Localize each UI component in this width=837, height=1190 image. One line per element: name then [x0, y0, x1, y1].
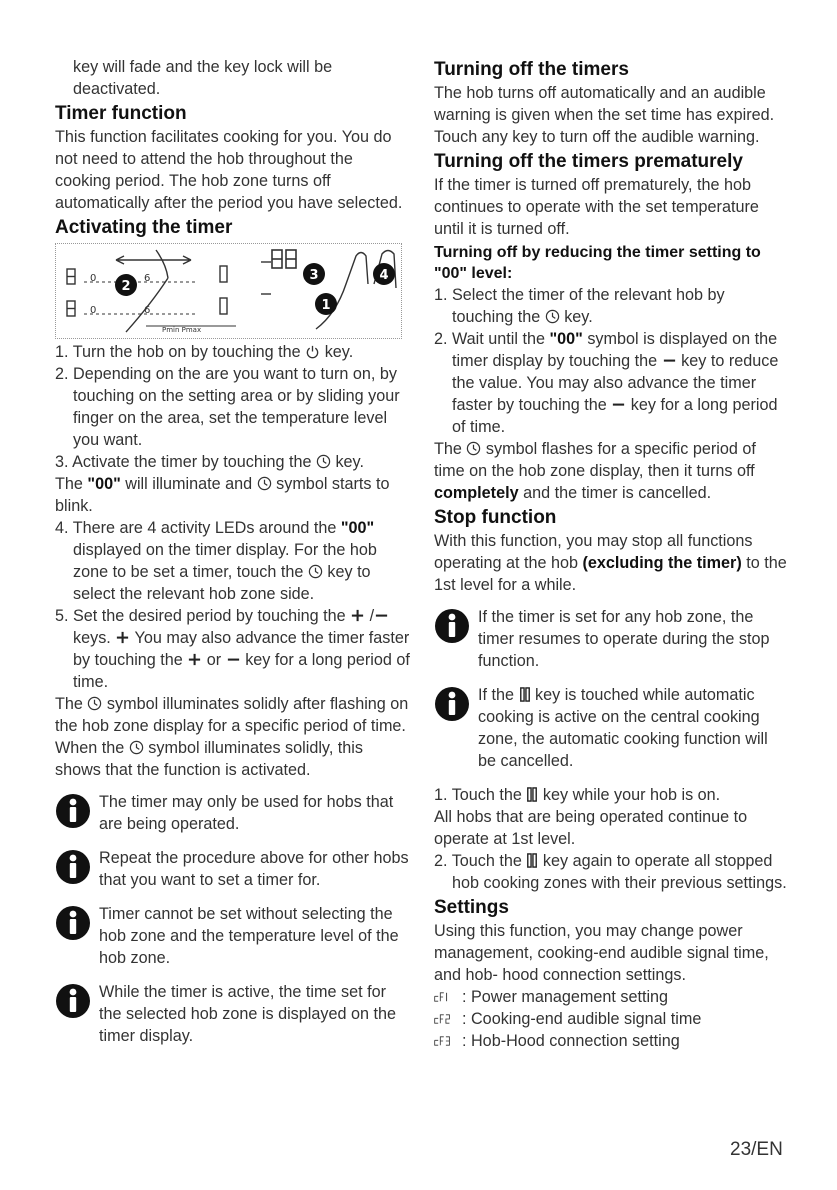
clock-icon: [257, 476, 272, 491]
info-note: [434, 684, 790, 772]
heading-timer-function: Timer function: [55, 103, 187, 124]
info-note: [55, 981, 410, 1047]
info-icon: [55, 905, 91, 941]
label-3: 3: [309, 268, 319, 283]
note-text: Timer cannot be set without selecting the hob zone and the temperature level of the hob zone.: [99, 905, 399, 967]
reduce-step-1: 1. Select the timer of the relevant hob by touching the key.: [434, 286, 725, 326]
cf1-display-icon: [434, 989, 462, 1005]
paragraph-settings: Using this function, you may change power management, cooking-end audible signal time, and hob- hood connection settings.: [434, 922, 769, 984]
heading-turning-off-prematurely: Turning off the timers prematurely: [434, 151, 743, 172]
continued-paragraph: key will fade and the key lock will be deactivated.: [73, 58, 333, 98]
pause-icon: [526, 787, 538, 802]
note-text: Repeat the procedure above for other hobs that you want to set a timer for.: [99, 849, 409, 889]
setting-cf2: : Cooking-end audible signal time: [434, 1008, 790, 1030]
paragraph-flashes: The symbol flashes for a specific period of time on the hob zone display, then it turns off completely and the timer is cancelled.: [434, 440, 756, 502]
label-2: 2: [121, 279, 131, 294]
heading-turning-off-timers: Turning off the timers: [434, 59, 629, 80]
plus-icon: [350, 608, 365, 623]
step-4: 4. There are 4 activity LEDs around the "00" displayed on the timer display. For the hob zone to be set a timer, touch the key to select the relevant hob zone side.: [55, 519, 377, 603]
svg-text:6: 6: [144, 305, 151, 316]
heading-activating-timer: Activating the timer: [55, 217, 233, 238]
paragraph-all-hobs: All hobs that are being operated continue to operate at 1st level.: [434, 808, 748, 848]
step-5: 5. Set the desired period by touching the / keys. You may also advance the timer faster by touching the or key for a long period of time.: [55, 607, 410, 691]
paragraph-solid-symbol: The symbol illuminates solidly after flashing on the hob zone display for a specific period of time. When the symbol illuminates solidly, this shows that the function is activated.: [55, 695, 409, 779]
clock-icon: [466, 441, 481, 456]
stop-step-1: 1. Touch the key while your hob is on.: [434, 786, 721, 804]
note-text: While the timer is active, the time set for the selected hob zone is displayed on the timer display.: [99, 983, 396, 1045]
svg-text:6: 6: [144, 273, 151, 284]
pmin-pmax-label: Pmin Pmax: [162, 326, 202, 334]
info-note: [55, 791, 410, 835]
paragraph-off-2: Touch any key to turn off the audible warning.: [434, 128, 760, 146]
step-1: 1. Turn the hob on by touching the key.: [55, 343, 354, 361]
svg-text:0: 0: [90, 305, 97, 316]
note-text: If the key is touched while automatic cooking is active on the central cooking zone, the automatic cooking function will be cancelled.: [478, 686, 768, 770]
paragraph-prematurely: If the timer is turned off prematurely, the hob continues to operate with the set temperature until it is turned off.: [434, 176, 759, 238]
right-column: [434, 56, 790, 1052]
step-2: 2. Depending on the are you want to turn on, by touching on the setting area or by sliding your finger on the area, set the temperature level you want.: [55, 365, 400, 449]
paragraph-00-illuminate: The "00" will illuminate and symbol starts to blink.: [55, 475, 390, 515]
note-text: If the timer is set for any hob zone, the timer resumes to operate during the stop function.: [478, 608, 770, 670]
paragraph-stop: With this function, you may stop all functions operating at the hob (excluding the timer) to the 1st level for a while.: [434, 532, 787, 594]
info-icon: [55, 983, 91, 1019]
page-number: 23/EN: [730, 1139, 783, 1160]
label-4: 4: [379, 268, 389, 283]
svg-text:0: 0: [90, 273, 97, 284]
info-note: [55, 903, 410, 969]
minus-icon: [226, 652, 241, 667]
stop-step-2: 2. Touch the key again to operate all stopped hob cooking zones with their previous settings.: [434, 852, 787, 892]
control-panel-diagram: [55, 243, 402, 339]
clock-icon: [129, 740, 144, 755]
heading-settings: Settings: [434, 897, 509, 918]
note-text: The timer may only be used for hobs that are being operated.: [99, 793, 394, 833]
info-icon: [55, 849, 91, 885]
pause-icon: [519, 687, 531, 702]
setting-cf1: : Power management setting: [434, 986, 790, 1008]
info-icon: [55, 793, 91, 829]
cf3-display-icon: [434, 1033, 462, 1049]
step-3: 3. Activate the timer by touching the key.: [55, 453, 364, 471]
info-icon: [434, 686, 470, 722]
clock-icon: [316, 454, 331, 469]
label-1: 1: [321, 298, 331, 313]
info-icon: [434, 608, 470, 644]
pause-icon: [526, 853, 538, 868]
clock-icon: [87, 696, 102, 711]
minus-icon: [662, 353, 677, 368]
plus-icon: [115, 630, 130, 645]
clock-icon: [308, 564, 323, 579]
heading-stop-function: Stop function: [434, 507, 557, 528]
paragraph-off-1: The hob turns off automatically and an audible warning is given when the set time has expired.: [434, 84, 775, 124]
timer-description: This function facilitates cooking for you. You do not need to attend the hob throughout the cooking period. The hob zone turns off automatically after the period you have selected.: [55, 128, 403, 212]
minus-icon: [611, 397, 626, 412]
minus-icon: [374, 608, 389, 623]
info-note: [434, 606, 790, 672]
left-column: [55, 56, 410, 1059]
info-note: [55, 847, 410, 891]
clock-icon: [545, 309, 560, 324]
heading-reduce-00: Turning off by reducing the timer setting to "00" level:: [434, 244, 761, 282]
plus-icon: [187, 652, 202, 667]
cf2-display-icon: [434, 1011, 462, 1027]
reduce-step-2: 2. Wait until the "00" symbol is displayed on the timer display by touching the key to reduce the value. You may also advance the timer faster by touching the key for a long period of time.: [434, 330, 779, 436]
power-icon: [305, 344, 320, 359]
setting-cf3: : Hob-Hood connection setting: [434, 1030, 790, 1052]
